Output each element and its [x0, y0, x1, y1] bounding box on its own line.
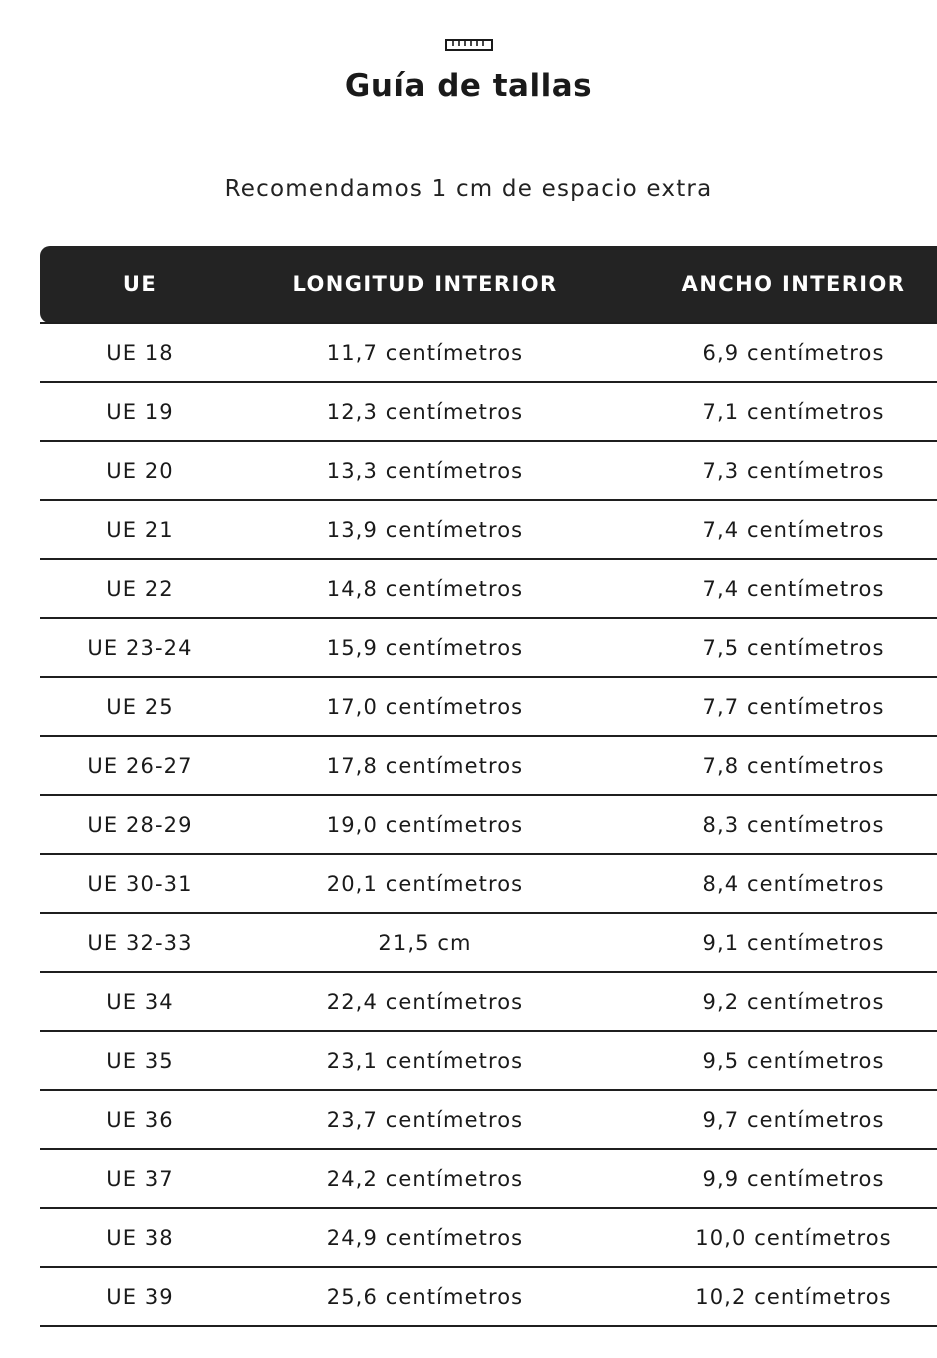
cell-length: 22,4 centímetros [240, 972, 610, 1031]
cell-width: 10,2 centímetros [610, 1267, 937, 1326]
cell-ue: UE 38 [40, 1208, 240, 1267]
table-row [40, 1149, 937, 1208]
table-row [40, 913, 937, 972]
page-subtitle: Recomendamos 1 cm de espacio extra [224, 176, 713, 202]
cell-ue: UE 37 [40, 1149, 240, 1208]
cell-width: 7,4 centímetros [610, 559, 937, 618]
cell-ue: UE 18 [40, 323, 240, 382]
cell-width: 9,2 centímetros [610, 972, 937, 1031]
size-table-head [40, 246, 937, 323]
size-table [40, 246, 937, 1327]
table-row [40, 1267, 937, 1326]
table-row [40, 677, 937, 736]
cell-width: 7,7 centímetros [610, 677, 937, 736]
table-row [40, 1090, 937, 1149]
table-header-row [40, 246, 937, 323]
cell-length: 11,7 centímetros [240, 323, 610, 382]
table-row [40, 972, 937, 1031]
cell-length: 17,0 centímetros [240, 677, 610, 736]
cell-width: 6,9 centímetros [610, 323, 937, 382]
cell-width: 7,8 centímetros [610, 736, 937, 795]
table-row [40, 559, 937, 618]
table-row [40, 795, 937, 854]
cell-ue: UE 23-24 [40, 618, 240, 677]
cell-ue: UE 19 [40, 382, 240, 441]
cell-length: 13,9 centímetros [240, 500, 610, 559]
table-row [40, 618, 937, 677]
cell-width: 8,4 centímetros [610, 854, 937, 913]
cell-length: 23,1 centímetros [240, 1031, 610, 1090]
table-row [40, 1031, 937, 1090]
cell-length: 13,3 centímetros [240, 441, 610, 500]
cell-length: 24,2 centímetros [240, 1149, 610, 1208]
cell-width: 9,5 centímetros [610, 1031, 937, 1090]
cell-width: 7,3 centímetros [610, 441, 937, 500]
page-title: Guía de tallas [344, 68, 593, 104]
cell-length: 24,9 centímetros [240, 1208, 610, 1267]
cell-width: 8,3 centímetros [610, 795, 937, 854]
cell-width: 10,0 centímetros [610, 1208, 937, 1267]
ruler-icon [445, 0, 493, 54]
cell-length: 14,8 centímetros [240, 559, 610, 618]
column-header-ue: UE [122, 272, 158, 296]
cell-width: 7,4 centímetros [610, 500, 937, 559]
table-row [40, 382, 937, 441]
cell-length: 23,7 centímetros [240, 1090, 610, 1149]
table-row [40, 736, 937, 795]
cell-ue: UE 22 [40, 559, 240, 618]
cell-length: 20,1 centímetros [240, 854, 610, 913]
cell-width: 9,1 centímetros [610, 913, 937, 972]
table-row [40, 441, 937, 500]
column-header-length: LONGITUD INTERIOR [292, 272, 558, 296]
cell-ue: UE 39 [40, 1267, 240, 1326]
cell-ue: UE 36 [40, 1090, 240, 1149]
cell-width: 9,9 centímetros [610, 1149, 937, 1208]
cell-length: 15,9 centímetros [240, 618, 610, 677]
table-row [40, 1208, 937, 1267]
cell-ue: UE 26-27 [40, 736, 240, 795]
size-table-body [40, 323, 937, 1326]
cell-ue: UE 20 [40, 441, 240, 500]
cell-length: 25,6 centímetros [240, 1267, 610, 1326]
table-row [40, 854, 937, 913]
cell-ue: UE 34 [40, 972, 240, 1031]
column-header-width: ANCHO INTERIOR [681, 272, 906, 296]
cell-width: 7,5 centímetros [610, 618, 937, 677]
cell-length: 17,8 centímetros [240, 736, 610, 795]
cell-ue: UE 28-29 [40, 795, 240, 854]
size-table-container [0, 246, 937, 1327]
cell-width: 9,7 centímetros [610, 1090, 937, 1149]
cell-ue: UE 30-31 [40, 854, 240, 913]
cell-ue: UE 32-33 [40, 913, 240, 972]
cell-width: 7,1 centímetros [610, 382, 937, 441]
cell-ue: UE 25 [40, 677, 240, 736]
table-row [40, 323, 937, 382]
cell-ue: UE 21 [40, 500, 240, 559]
cell-length: 19,0 centímetros [240, 795, 610, 854]
cell-ue: UE 35 [40, 1031, 240, 1090]
table-row [40, 500, 937, 559]
cell-length: 12,3 centímetros [240, 382, 610, 441]
cell-length: 21,5 cm [240, 913, 610, 972]
